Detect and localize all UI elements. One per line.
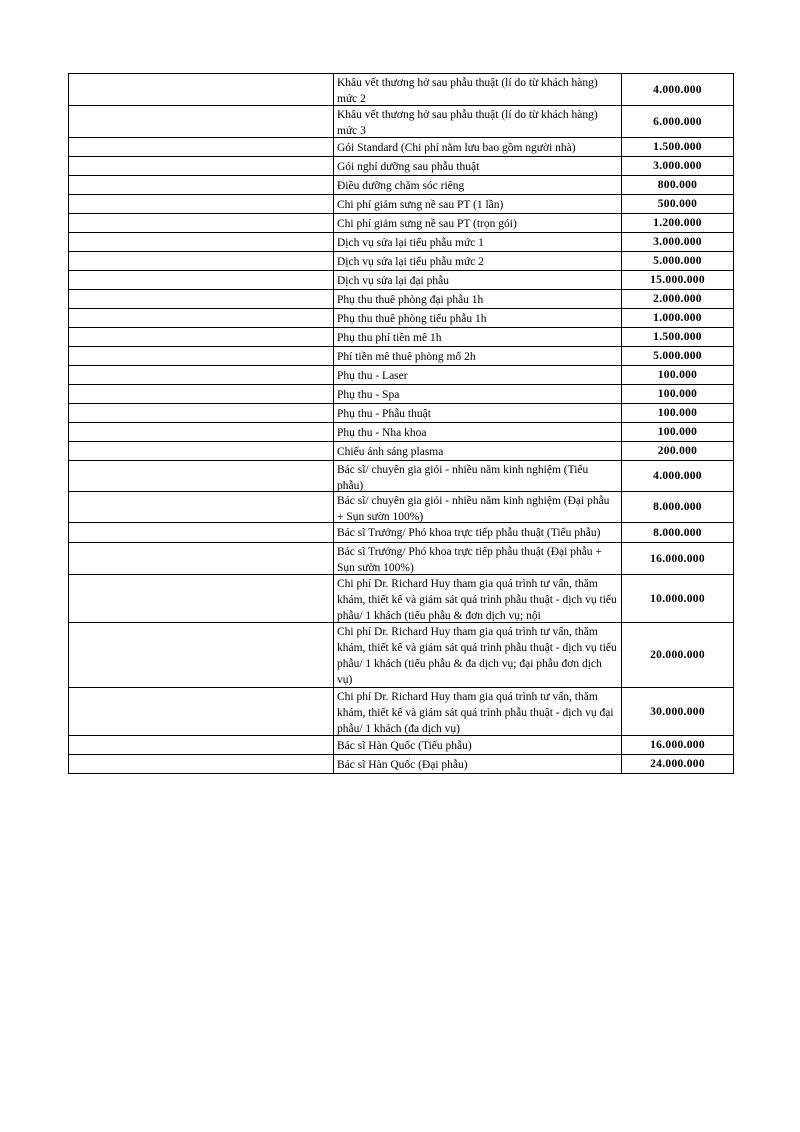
price-cell: 1.500.000 [622,138,734,157]
table-row [69,290,734,309]
service-name: Bác sĩ Trưởng/ Phó khoa trực tiếp phẫu thuật (Đại phẫu + Sụn sườn 100%) [337,546,602,574]
price-cell: 5.000.000 [622,252,734,271]
table-row [69,404,734,423]
service-name: Chi phí Dr. Richard Huy tham gia quá trình tư vấn, thăm khám, thiết kế và giám sát quá trình phẫu thuật - dịch vụ tiểu phẫu/ 1 khách (tiểu phẫu & đa dịch vụ; đại phẫu đơn dịch vụ) [337,626,617,686]
service-name-cell [334,157,622,176]
empty-cell [69,404,334,423]
price-cell: 20.000.000 [622,623,734,688]
price-cell: 24.000.000 [622,755,734,774]
service-name: Bác sĩ/ chuyên gia giỏi - nhiều năm kinh nghiệm (Tiểu phẫu) [337,464,589,491]
service-name-cell [334,214,622,233]
service-name-cell [334,309,622,328]
service-name-cell [334,523,622,543]
service-name-cell [334,138,622,157]
price-cell: 1.500.000 [622,328,734,347]
service-name: Phụ thu thuê phòng đại phẫu 1h [337,293,484,306]
price-cell: 100.000 [622,366,734,385]
service-name-cell [334,623,622,688]
service-name: Bác sĩ Hàn Quốc (Tiểu phẫu) [337,739,472,752]
table-row [69,271,734,290]
service-name-cell [334,543,622,575]
empty-cell [69,328,334,347]
price-cell: 4.000.000 [622,461,734,492]
price-cell: 1.200.000 [622,214,734,233]
empty-cell [69,138,334,157]
service-name: Phụ thu - Phẫu thuật [337,407,431,420]
empty-cell [69,688,334,736]
service-name: Bác sĩ Hàn Quốc (Đại phẫu) [337,758,468,771]
table-row [69,755,734,774]
service-name: Dịch vụ sửa lại đại phẫu [337,274,449,287]
price-cell: 15.000.000 [622,271,734,290]
price-cell: 16.000.000 [622,736,734,755]
service-name: Phụ thu thuê phòng tiểu phẫu 1h [337,312,487,325]
service-name-cell [334,195,622,214]
price-cell: 30.000.000 [622,688,734,736]
empty-cell [69,214,334,233]
price-cell: 16.000.000 [622,543,734,575]
service-name: Chi phí Dr. Richard Huy tham gia quá trình tư vấn, thăm khám, thiết kế và giám sát quá trình phẫu thuật - dịch vụ đại phẫu/ 1 khách (đa dịch vụ) [337,691,614,735]
service-name-cell [334,688,622,736]
price-table [68,73,734,774]
service-name-cell [334,461,622,492]
price-cell: 5.000.000 [622,347,734,366]
service-name-cell [334,404,622,423]
service-name-cell [334,736,622,755]
service-name: Dịch vụ sửa lại tiểu phẫu mức 2 [337,255,484,268]
service-name-cell [334,423,622,442]
empty-cell [69,461,334,492]
price-cell: 800.000 [622,176,734,195]
price-cell: 8.000.000 [622,523,734,543]
table-row [69,347,734,366]
empty-cell [69,385,334,404]
service-name-cell [334,106,622,138]
empty-cell [69,195,334,214]
service-name-cell [334,442,622,461]
table-row [69,214,734,233]
price-cell: 100.000 [622,404,734,423]
empty-cell [69,176,334,195]
price-table-body [69,74,734,774]
service-name: Điều dưỡng chăm sóc riêng [337,179,465,192]
table-row [69,106,734,138]
empty-cell [69,252,334,271]
table-row [69,492,734,523]
service-name: Phụ thu - Spa [337,388,400,401]
empty-cell [69,309,334,328]
empty-cell [69,290,334,309]
empty-cell [69,74,334,106]
empty-cell [69,442,334,461]
empty-cell [69,347,334,366]
service-name-cell [334,492,622,523]
table-row [69,157,734,176]
price-cell: 3.000.000 [622,157,734,176]
price-cell: 8.000.000 [622,492,734,523]
service-name-cell [334,290,622,309]
empty-cell [69,523,334,543]
service-name-cell [334,347,622,366]
empty-cell [69,271,334,290]
table-row [69,623,734,688]
empty-cell [69,543,334,575]
service-name: Khâu vết thương hở sau phẫu thuật (lí do từ khách hàng) mức 2 [337,77,598,105]
table-row [69,138,734,157]
empty-cell [69,575,334,623]
table-row [69,523,734,543]
service-name: Chi phí giảm sưng nề sau PT (1 lần) [337,198,504,211]
service-name-cell [334,252,622,271]
service-name-cell [334,366,622,385]
table-row [69,252,734,271]
service-name: Phụ thu - Nha khoa [337,426,427,439]
service-name: Khâu vết thương hở sau phẫu thuật (lí do từ khách hàng) mức 3 [337,109,598,137]
empty-cell [69,157,334,176]
service-name-cell [334,755,622,774]
empty-cell [69,233,334,252]
service-name-cell [334,575,622,623]
service-name: Phí tiền mê thuê phòng mổ 2h [337,350,476,363]
service-name: Gói Standard (Chi phí nằm lưu bao gồm người nhà) [337,141,576,154]
table-row [69,233,734,252]
service-name: Phụ thu - Laser [337,369,408,382]
table-row [69,461,734,492]
table-row [69,385,734,404]
service-name-cell [334,385,622,404]
empty-cell [69,106,334,138]
table-row [69,688,734,736]
price-cell: 6.000.000 [622,106,734,138]
price-sheet [68,73,733,774]
table-row [69,366,734,385]
price-cell: 4.000.000 [622,74,734,106]
service-name-cell [334,176,622,195]
service-name-cell [334,328,622,347]
service-name-cell [334,74,622,106]
price-cell: 3.000.000 [622,233,734,252]
price-cell: 2.000.000 [622,290,734,309]
empty-cell [69,736,334,755]
table-row [69,74,734,106]
table-row [69,195,734,214]
table-row [69,176,734,195]
table-row [69,309,734,328]
service-name: Bác sĩ Trưởng/ Phó khoa trực tiếp phẫu thuật (Tiểu phẫu) [337,527,601,539]
service-name: Chi phí giảm sưng nề sau PT (trọn gói) [337,217,517,230]
price-cell: 100.000 [622,423,734,442]
empty-cell [69,492,334,523]
empty-cell [69,755,334,774]
price-cell: 1.000.000 [622,309,734,328]
service-name: Chiếu ánh sáng plasma [337,445,444,458]
service-name: Gói nghỉ dưỡng sau phẫu thuật [337,160,480,173]
price-cell: 200.000 [622,442,734,461]
service-name-cell [334,271,622,290]
service-name-cell [334,233,622,252]
service-name: Chi phí Dr. Richard Huy tham gia quá trình tư vấn, thăm khám, thiết kế và giám sát quá trình phẫu thuật - dịch vụ tiểu phẫu/ 1 khách (tiểu phẫu & đơn dịch vụ; nội [337,578,617,622]
price-cell: 500.000 [622,195,734,214]
table-row [69,328,734,347]
service-name: Dịch vụ sửa lại tiểu phẫu mức 1 [337,236,484,249]
price-cell: 100.000 [622,385,734,404]
price-cell: 10.000.000 [622,575,734,623]
table-row [69,575,734,623]
table-row [69,543,734,575]
table-row [69,423,734,442]
service-name: Phụ thu phí tiền mê 1h [337,331,442,344]
empty-cell [69,623,334,688]
table-row [69,736,734,755]
service-name: Bác sĩ/ chuyên gia giỏi - nhiều năm kinh nghiệm (Đại phẫu + Sụn sườn 100%) [337,495,610,522]
table-row [69,442,734,461]
empty-cell [69,366,334,385]
empty-cell [69,423,334,442]
